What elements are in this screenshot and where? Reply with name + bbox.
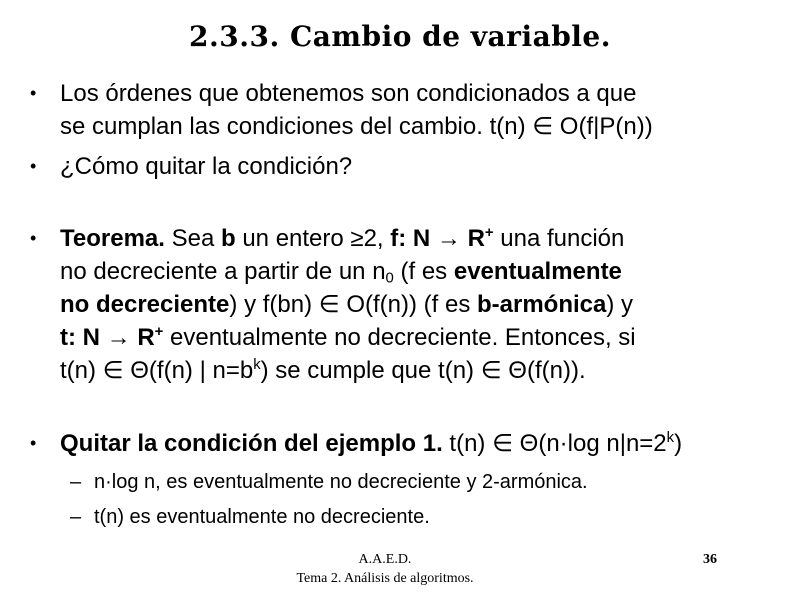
example-label: Quitar la condición del ejemplo 1. bbox=[60, 430, 443, 457]
dash-bullet-icon: – bbox=[70, 471, 82, 493]
theorem-line-4 bbox=[60, 321, 770, 354]
slide-title: 2.3.3. Cambio de variable. bbox=[189, 20, 611, 53]
dash-bullet-icon: – bbox=[70, 506, 82, 528]
example-text: t(n) ∈ Θ(n·log n|n=2 bbox=[442, 430, 667, 457]
page-number: 36 bbox=[703, 552, 717, 567]
theorem-text: no decreciente a partir de un n bbox=[60, 258, 386, 285]
theorem-nondecreasing-term: no decreciente bbox=[60, 291, 230, 318]
theorem-superscript-plus: + bbox=[154, 323, 164, 340]
theorem-text: (f es bbox=[393, 258, 454, 285]
bullet-text: ¿Cómo quitar la condición? bbox=[60, 153, 353, 180]
theorem-text: t(n) ∈ Θ(f(n) | n=b bbox=[60, 357, 254, 384]
theorem-text: eventualmente no decreciente. Entonces, si bbox=[163, 324, 636, 351]
bullet-dot-icon: • bbox=[30, 83, 37, 103]
bullet-theorem bbox=[30, 222, 770, 387]
example-superscript-k: k bbox=[666, 429, 675, 446]
footer-topic: Tema 2. Análisis de algoritmos. bbox=[296, 571, 474, 586]
bullet-line: Los órdenes que obtenemos son condicionados a que bbox=[60, 80, 637, 107]
theorem-subscript-zero: 0 bbox=[385, 270, 394, 287]
theorem-line-1 bbox=[60, 222, 770, 255]
theorem-text: Sea bbox=[164, 225, 221, 252]
theorem-text: ) y bbox=[606, 291, 634, 318]
theorem-text: una función bbox=[493, 225, 625, 252]
bullet-conditional-orders bbox=[30, 77, 770, 143]
theorem-label: Teorema. bbox=[60, 225, 165, 252]
theorem-eventually-term: eventualmente bbox=[453, 258, 622, 285]
theorem-text: ) se cumple que t(n) ∈ Θ(f(n)). bbox=[260, 357, 586, 384]
bullet-dot-icon: • bbox=[30, 433, 37, 453]
theorem-t-signature: t: N → R bbox=[60, 324, 155, 351]
theorem-line-5 bbox=[60, 354, 770, 387]
theorem-line-3 bbox=[60, 288, 770, 321]
footer-course: A.A.E.D. bbox=[358, 552, 412, 567]
theorem-b-harmonic-term: b-armónica bbox=[477, 291, 607, 318]
theorem-b-variable: b bbox=[220, 225, 236, 252]
bullet-remove-condition-example bbox=[30, 427, 770, 460]
example-text: ) bbox=[674, 430, 683, 457]
theorem-text: un entero ≥2, bbox=[235, 225, 391, 252]
theorem-f-signature: f: N → R bbox=[390, 225, 485, 252]
subitem-text: t(n) es eventualmente no decreciente. bbox=[94, 506, 430, 528]
bullet-line: se cumplan las condiciones del cambio. t(n) ∈ O(f|P(n)) bbox=[60, 113, 653, 140]
theorem-superscript-k: k bbox=[253, 356, 261, 373]
footer bbox=[240, 550, 530, 588]
bullet-remove-condition-question bbox=[30, 150, 770, 183]
theorem-text: ) y f(bn) ∈ O(f(n)) (f es bbox=[229, 291, 477, 318]
bullet-dot-icon: • bbox=[30, 156, 37, 176]
subitem-text: n·log n, es eventualmente no decreciente y 2-armónica. bbox=[94, 471, 588, 493]
bullet-dot-icon: • bbox=[30, 228, 37, 248]
theorem-superscript-plus: + bbox=[484, 224, 494, 241]
subitem-nlogn bbox=[70, 470, 770, 494]
theorem-line-2 bbox=[60, 255, 770, 288]
subitem-tn bbox=[70, 505, 770, 529]
